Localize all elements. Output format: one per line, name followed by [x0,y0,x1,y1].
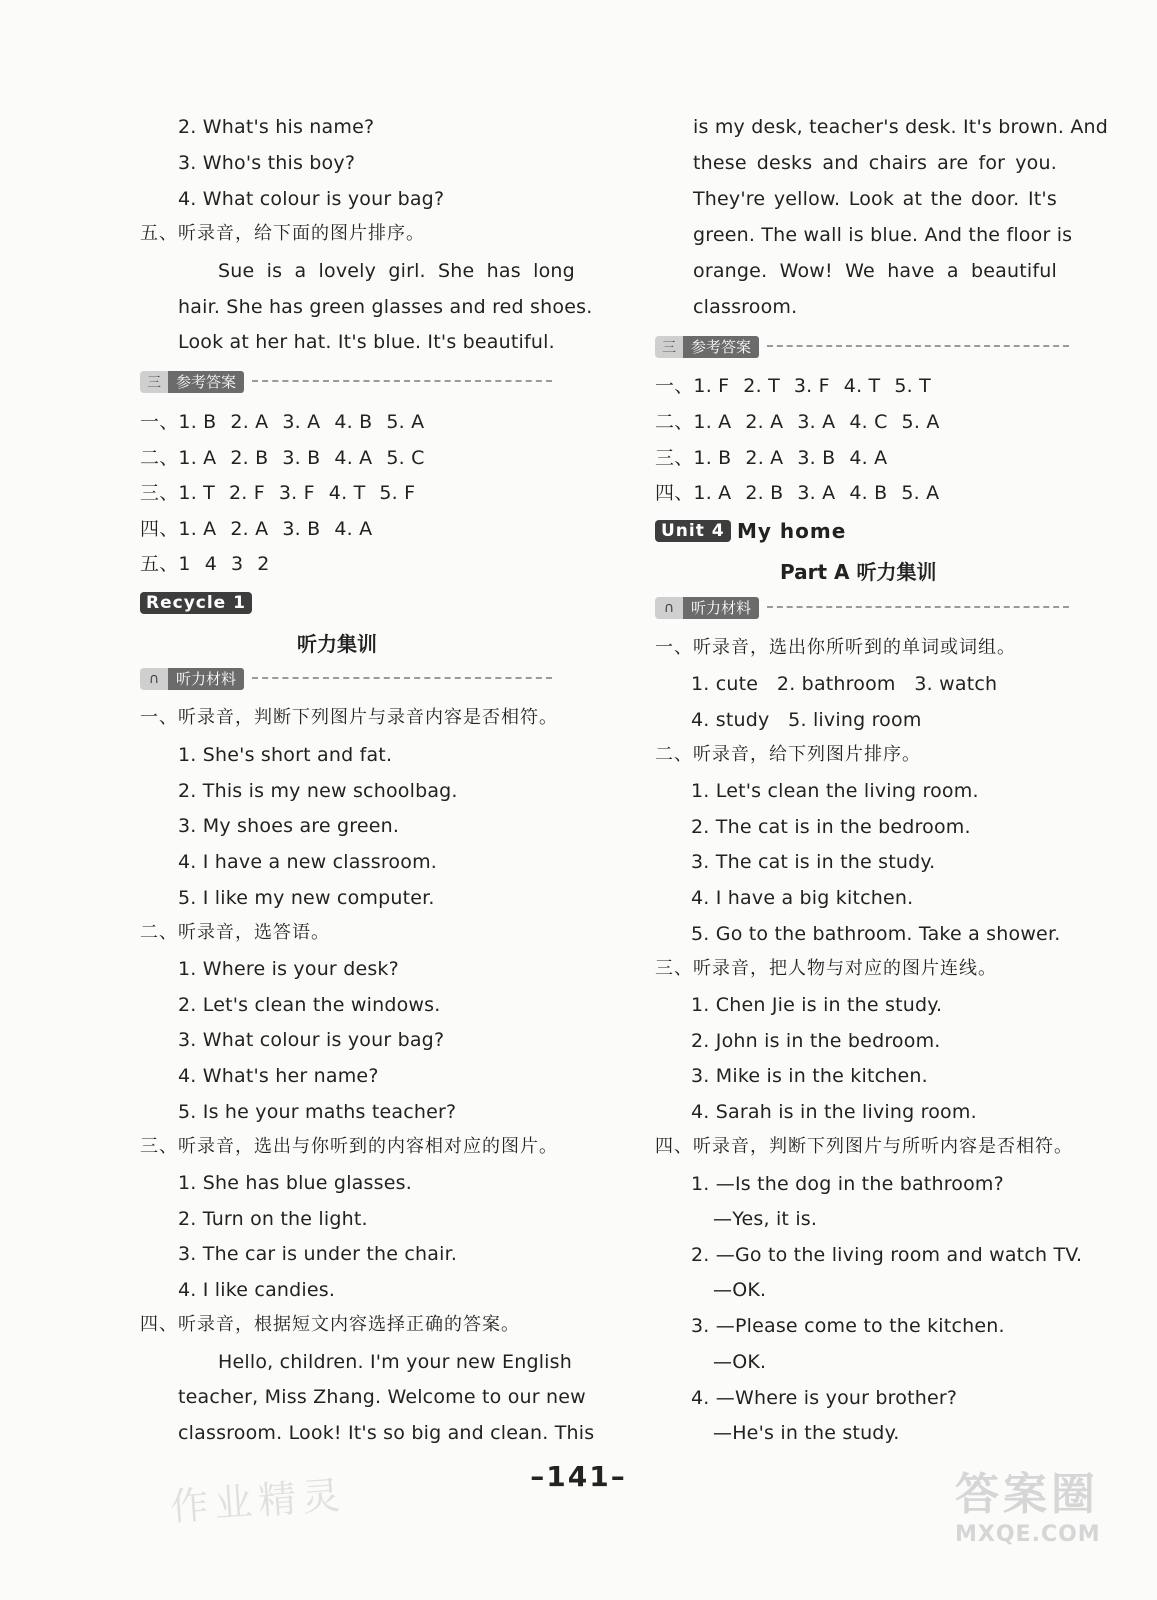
text-line: 4. Sarah is in the living room. [691,1101,977,1123]
answer-item: 2. A [230,518,269,540]
word: Look [848,188,895,210]
text-line: 4. What colour is your bag? [178,188,445,210]
unit-badge: Unit 4 [655,520,731,542]
text-line: 1. Let's clean the living room. [691,780,979,802]
watermark-right-top: 答案圈 [955,1469,1099,1520]
text-line: 2. The cat is in the bedroom. [691,816,971,838]
passage-line: classroom. [693,296,798,318]
passage-line: teacher, Miss Zhang. Welcome to our new [178,1386,586,1408]
answer-item: 3. B [282,447,321,469]
listening-section-header [655,597,1069,619]
word: They're [693,188,766,210]
text-line: 4. I have a big kitchen. [691,887,914,909]
text-line: 3. My shoes are green. [178,815,400,837]
answer-item: 一、1. B [140,411,217,433]
answer-item: 五、1 [140,553,191,575]
answer-row [140,481,429,505]
answer-item: 二、1. A [140,447,217,469]
answer-item: 三、1. T [140,482,215,504]
text-line: 2. This is my new schoolbag. [178,780,458,802]
section-heading: 一、听录音，选出你所听到的单词或词组。 [655,637,1016,658]
word: orange. [693,260,768,282]
word: for [978,152,1006,174]
part-title: Part A 听力集训 [780,560,937,584]
word: desks [756,152,813,174]
answer-item: 2. F [228,482,265,504]
dialogue-line: 2. —Go to the living room and watch TV. [691,1244,1083,1266]
watermark-right [955,1470,1135,1570]
text-line: 4. study 5. living room [691,709,922,731]
answer-item: 5. A [901,482,940,504]
section-heading: 五、听录音，给下面的图片排序。 [140,223,425,244]
recycle-badge: Recycle 1 [140,592,252,614]
dialogue-line: —OK. [713,1279,767,1301]
answer-item: 4 [204,553,217,575]
passage-line: Hello, children. I'm your new English [218,1351,573,1373]
text-line: 2. What's his name? [178,116,375,138]
text-line: 1. She's short and fat. [178,744,393,766]
passage-line [693,259,1057,283]
word: have [887,260,935,282]
text-line: 3. Who's this boy? [178,152,356,174]
answer-row [140,552,284,576]
word: you. [1015,152,1057,174]
word: beautiful [971,260,1057,282]
answer-item: 4. A [334,447,373,469]
dialogue-line: 3. —Please come to the kitchen. [691,1315,1005,1337]
answer-item: 3. B [797,447,836,469]
word: the [930,188,963,210]
answer-item: 4. B [334,411,373,433]
answer-header-label: 参考答案 [168,371,244,393]
answer-item: 5. F [379,482,416,504]
answer-item: 一、1. F [655,375,730,397]
passage-line [693,187,1057,211]
dialogue-line: —OK. [713,1351,767,1373]
answer-item: 5. A [901,411,940,433]
passage-line: Sue is a lovely girl. She has long [218,260,575,282]
section-heading: 四、听录音，根据短文内容选择正确的答案。 [140,1314,520,1335]
word: these [693,152,747,174]
passage-line: Look at her hat. It's blue. It's beautiful. [178,331,555,353]
dashed-divider [252,380,552,382]
answer-item: 2. T [743,375,780,397]
text-line: 2. Let's clean the windows. [178,994,441,1016]
answer-item: 三、1. B [655,447,732,469]
answer-item: 3. F [793,375,830,397]
answer-item: 4. T [843,375,881,397]
text-line: 4. I like candies. [178,1279,336,1301]
section-heading: 一、听录音，判断下列图片与录音内容是否相符。 [140,707,558,728]
answer-item: 3. A [797,482,836,504]
text-line: 5. I like my new computer. [178,887,435,909]
text-line: 2. John is in the bedroom. [691,1030,941,1052]
answer-icon: 三 [655,336,683,358]
watermark-right-bottom: MXQE.COM [955,1522,1101,1547]
text-line: 1. Where is your desk? [178,958,399,980]
section-title: 听力集训 [297,632,377,656]
section-heading: 三、听录音，选出与你听到的内容相对应的图片。 [140,1136,558,1157]
answer-row [655,410,954,434]
answer-row [655,374,945,398]
dialogue-line: 4. —Where is your brother? [691,1387,958,1409]
answer-item: 3 [231,553,244,575]
listening-header-label: 听力材料 [168,668,244,690]
word: at [902,188,923,210]
answer-item: 2 [257,553,270,575]
answer-item: 2. A [745,411,784,433]
passage-line [693,151,1057,175]
text-line: 5. Go to the bathroom. Take a shower. [691,923,1061,945]
section-heading: 二、听录音，选答语。 [140,922,330,943]
answer-row [140,446,439,470]
answer-item: 4. A [849,447,888,469]
word: and [822,152,859,174]
dashed-divider [767,345,1069,347]
dialogue-line: —He's in the study. [713,1422,900,1444]
section-heading: 四、听录音，判断下列图片与所听内容是否相符。 [655,1136,1073,1157]
listening-section-header [140,668,552,690]
answer-item: 2. A [230,411,269,433]
answer-item: 4. A [334,518,373,540]
answer-item: 四、1. A [655,482,732,504]
word: chairs [868,152,928,174]
headphones-icon: ∩ [140,668,168,690]
dashed-divider [252,677,552,679]
passage-line: hair. She has green glasses and red shoes. [178,296,593,318]
text-line: 3. The cat is in the study. [691,851,936,873]
word: a [946,260,959,282]
answer-item: 4. C [849,411,888,433]
answer-item: 3. A [282,411,321,433]
word: are [937,152,969,174]
dialogue-line: —Yes, it is. [713,1208,818,1230]
answer-header-label: 参考答案 [683,336,759,358]
word: door. [970,188,1020,210]
answer-item: 4. B [849,482,888,504]
passage-line: is my desk, teacher's desk. It's brown. And [693,116,1109,138]
section-heading: 二、听录音，给下列图片排序。 [655,744,921,765]
text-line: 5. Is he your maths teacher? [178,1101,457,1123]
unit-title: My home [737,519,847,543]
passage-line: green. The wall is blue. And the floor is [693,224,1073,246]
page-number: –141– [530,1460,627,1493]
answer-section-header [655,336,1069,358]
text-line: 1. cute 2. bathroom 3. watch [691,673,998,695]
text-line: 1. Chen Jie is in the study. [691,994,943,1016]
answer-item: 2. B [230,447,269,469]
text-line: 3. Mike is in the kitchen. [691,1065,928,1087]
answer-row [655,446,901,470]
listening-header-label: 听力材料 [683,597,759,619]
watermark-left: 作业精灵 [168,1472,348,1530]
answer-item: 5. T [894,375,931,397]
passage-line: classroom. Look! It's so big and clean. This [178,1422,595,1444]
answer-item: 2. A [745,447,784,469]
dialogue-line: 1. —Is the dog in the bathroom? [691,1173,1004,1195]
answer-section-header [140,371,552,393]
text-line: 4. What's her name? [178,1065,379,1087]
headphones-icon: ∩ [655,597,683,619]
text-line: 4. I have a new classroom. [178,851,438,873]
dashed-divider [767,606,1069,608]
answer-item: 3. A [797,411,836,433]
answer-row [655,481,953,505]
answer-item: 2. B [745,482,784,504]
text-line: 3. The car is under the chair. [178,1243,458,1265]
word: Wow! [779,260,833,282]
text-line: 2. Turn on the light. [178,1208,368,1230]
answer-item: 3. B [282,518,321,540]
word: We [845,260,875,282]
answer-item: 4. T [328,482,366,504]
section-heading: 三、听录音，把人物与对应的图片连线。 [655,958,997,979]
answer-row [140,410,438,434]
answer-item: 四、1. A [140,518,217,540]
answer-item: 3. F [278,482,315,504]
answer-icon: 三 [140,371,168,393]
answer-item: 二、1. A [655,411,732,433]
text-line: 1. She has blue glasses. [178,1172,412,1194]
word: It's [1027,188,1057,210]
word: yellow. [773,188,841,210]
answer-item: 5. A [386,411,425,433]
answer-row [140,517,386,541]
text-line: 3. What colour is your bag? [178,1029,445,1051]
answer-item: 5. C [386,447,425,469]
